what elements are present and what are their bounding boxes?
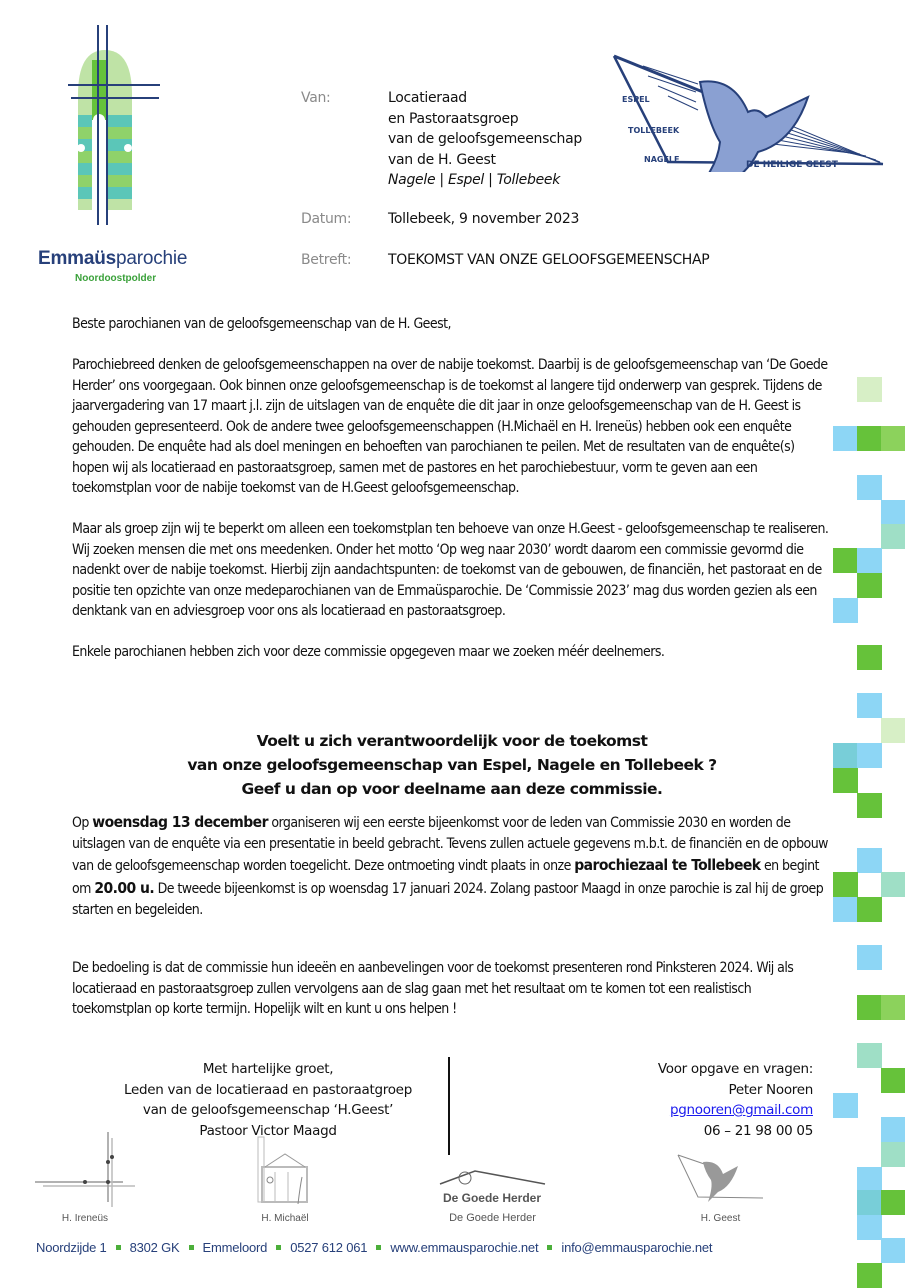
- decorative-square: [857, 945, 882, 970]
- decorative-square: [857, 793, 882, 818]
- salutation: Beste parochianen van de geloofsgemeenschap van de H. Geest,: [72, 316, 451, 332]
- decorative-square: [857, 548, 882, 573]
- from-line: en Pastoraatsgroep: [388, 110, 519, 127]
- michael-church-icon: [240, 1132, 330, 1207]
- svg-text:TOLLEBEEK: TOLLEBEEK: [628, 126, 680, 135]
- brand-subtitle: Noordoostpolder: [75, 273, 157, 284]
- meeting-time: 20.00 u.: [94, 878, 155, 897]
- decorative-square: [833, 426, 858, 451]
- decorative-square: [881, 524, 905, 549]
- from-line: van de H. Geest: [388, 151, 496, 168]
- signature: Met hartelijke groet, Leden van de locatieraad en pastoraatgroep van de geloofsgemeenschap ‘H.Geest’ Pastoor Victor Maagd: [124, 1061, 412, 1139]
- decorative-square: [857, 1167, 882, 1192]
- cross-figure-icon: [68, 20, 168, 235]
- callout: [72, 729, 832, 801]
- decorative-square: [833, 897, 858, 922]
- decorative-square: [857, 475, 882, 500]
- meeting-location: parochiezaal te Tollebeek: [574, 856, 761, 875]
- brand-name: Emmaüsparochie: [38, 248, 188, 269]
- svg-text:DE HEILIGE GEEST: DE HEILIGE GEEST: [746, 160, 838, 170]
- heilige-geest-logo: [608, 52, 888, 172]
- date-label: Datum:: [301, 211, 352, 227]
- decorative-square: [857, 645, 882, 670]
- decorative-square: [833, 548, 858, 573]
- goede-herder-icon: [435, 1166, 550, 1208]
- decorative-square: [857, 573, 882, 598]
- decorative-square: [833, 743, 858, 768]
- decorative-square: [881, 1117, 905, 1142]
- svg-text:ESPEL: ESPEL: [622, 95, 650, 104]
- decorative-square: [881, 872, 905, 897]
- logo-goede-herder: De Goede Herder De Goede Herder: [435, 1166, 550, 1224]
- decorative-square: [857, 897, 882, 922]
- svg-text:NAGELE: NAGELE: [644, 155, 680, 164]
- decorative-square: [881, 718, 905, 743]
- decorative-square: [881, 1238, 905, 1263]
- decorative-square: [857, 1215, 882, 1240]
- callout-line: Geef u dan op voor deelname aan deze commissie.: [241, 780, 663, 798]
- callout-line: van onze geloofsgemeenschap van Espel, Nagele en Tollebeek ?: [187, 756, 717, 774]
- decorative-square: [881, 1142, 905, 1167]
- from-places: Nagele | Espel | Tollebeek: [388, 172, 561, 188]
- letter-body: [72, 314, 832, 663]
- logo-h-geest: H. Geest: [673, 1152, 768, 1224]
- decorative-square: [833, 872, 858, 897]
- decorative-square: [857, 743, 882, 768]
- decorative-square: [857, 1263, 882, 1288]
- logo-h-michael: H. Michaël: [240, 1132, 330, 1224]
- callout-line: Voelt u zich verantwoordelijk voor de toekomst: [256, 732, 648, 750]
- contact-name: Peter Nooren: [728, 1081, 813, 1098]
- ireneus-icon: [35, 1132, 135, 1207]
- subject-value: TOEKOMST VAN ONZE GELOOFSGEMEENSCHAP: [388, 252, 710, 268]
- from-line: van de geloofsgemeenschap: [388, 131, 582, 147]
- date-value: Tollebeek, 9 november 2023: [388, 211, 580, 227]
- email-link[interactable]: info@emmausparochie.net: [561, 1240, 713, 1255]
- decorative-square: [857, 1190, 882, 1215]
- logo-h-ireneus: H. Ireneüs: [35, 1132, 135, 1224]
- from-line: Locatieraad: [388, 90, 467, 106]
- dove-icon: [608, 52, 888, 172]
- paragraph-3: Enkele parochianen hebben zich voor deze commissie opgegeven maar we zoeken méér deelnemers.: [72, 644, 665, 660]
- footer-address: Noordzijde 1 8302 GK Emmeloord 0527 612 061 www.emmausparochie.net info@emmausparochie.net: [36, 1240, 713, 1255]
- meeting-date: woensdag 13 december: [92, 813, 268, 831]
- decorative-square: [881, 995, 905, 1020]
- decorative-square: [857, 426, 882, 451]
- decorative-square: [833, 768, 858, 793]
- contact-phone: 06 – 21 98 00 05: [703, 1122, 813, 1139]
- decorative-square: [833, 1093, 858, 1118]
- subject-label: Betreft:: [301, 252, 352, 268]
- decorative-square: [857, 693, 882, 718]
- geest-dove-icon: [673, 1152, 768, 1207]
- contact-block: [600, 1059, 813, 1141]
- decorative-square: [857, 848, 882, 873]
- decorative-square: [857, 1043, 882, 1068]
- paragraph-1: Parochiebreed denken de geloofsgemeenschappen na over de nabije toekomst. Daarbij is de geloofsgemeenschap van ‘De Goede Herder’ ons voorgegaan. Ook binnen onze geloofsgemeenschap is de toekomst al langere tijd onderwerp van gesprek. Tijdens de jaarvergadering van 17 maart j.l. zijn de uitslagen van de enquête die dit jaar in onze geloofsgemeenschap van de H. Geest is gehouden gepresenteerd. Ook de andere twee geloofsgemeenschappen (H.Michaël en H. Ireneüs) hebben ook een enquête gehouden. De enquête had als doel meningen en behoeften van parochianen te peilen. Met de resultaten van de enquête(s) hopen wij als locatieraad en pastoraatsgroep, samen met de pastores en het parochiebestuur, vorm te geven aan een toekomstplan voor de nabije toekomst van de H.Geest geloofsgemeenschap.: [72, 357, 828, 496]
- decorative-square: [881, 1068, 905, 1093]
- decorative-square: [833, 598, 858, 623]
- paragraph-4: Op woensdag 13 december organiseren wij een eerste bijeenkomst voor de leden van Commissie 2030 en worden de uitslagen van de enquête via een presentatie in beeld gebracht. Tevens zullen actuele gegevens m.b.t. de financiën en de opbouw van de geloofsgemeenschap worden toegelicht. Deze ontmoeting vindt plaats in onze parochiezaal te Tollebeek en begint om 20.00 u. De tweede bijeenkomst is op woensdag 17 januari 2024. Zolang pastoor Maagd in onze parochie is zal hij de groep starten en begeleiden.: [72, 813, 828, 918]
- decorative-square: [881, 500, 905, 525]
- decorative-square: [857, 377, 882, 402]
- paragraph-5: De bedoeling is dat de commissie hun ideeën en aanbevelingen voor de toekomst presenteren rond Pinksteren 2024. Wij als locatieraad en pastoraatsgroep zullen vervolgens aan de slag gaan met het resultaat om te komen tot een realistisch toekomstplan op korte termijn. Hopelijk wilt en kunt u ons helpen !: [72, 960, 794, 1017]
- emmaus-logo: [30, 15, 210, 284]
- svg-text:De Goede Herder: De Goede Herder: [442, 1191, 542, 1205]
- decorative-square: [881, 1190, 905, 1215]
- from-label: Van:: [301, 90, 331, 106]
- website-link[interactable]: www.emmausparochie.net: [390, 1240, 539, 1255]
- decorative-square: [857, 995, 882, 1020]
- contact-heading: Voor opgave en vragen:: [657, 1061, 813, 1077]
- paragraph-2: Maar als groep zijn wij te beperkt om alleen een toekomstplan ten behoeve van onze H.Geest - geloofsgemeenschap te realiseren. Wij zoeken mensen die met ons meedenken. Onder het motto ‘Op weg naar 2030’ wordt daarom een commissie gevormd die nadenkt over de nabije toekomst. Hierbij zijn aandachtspunten: de toekomst van de gebouwen, de financiën, het pastoraat en de positie ten opzichte van onze medeparochianen van de Emmaüsparochie. De ‘Commissie 2023’ mag dus worden gezien als een denktank van en adviesgroep voor ons als locatieraad en pastoraatsgroep.: [72, 521, 829, 619]
- contact-email-link[interactable]: pgnooren@gmail.com: [669, 1102, 813, 1118]
- decorative-square: [881, 426, 905, 451]
- from-value: [388, 88, 582, 191]
- divider: [448, 1057, 450, 1155]
